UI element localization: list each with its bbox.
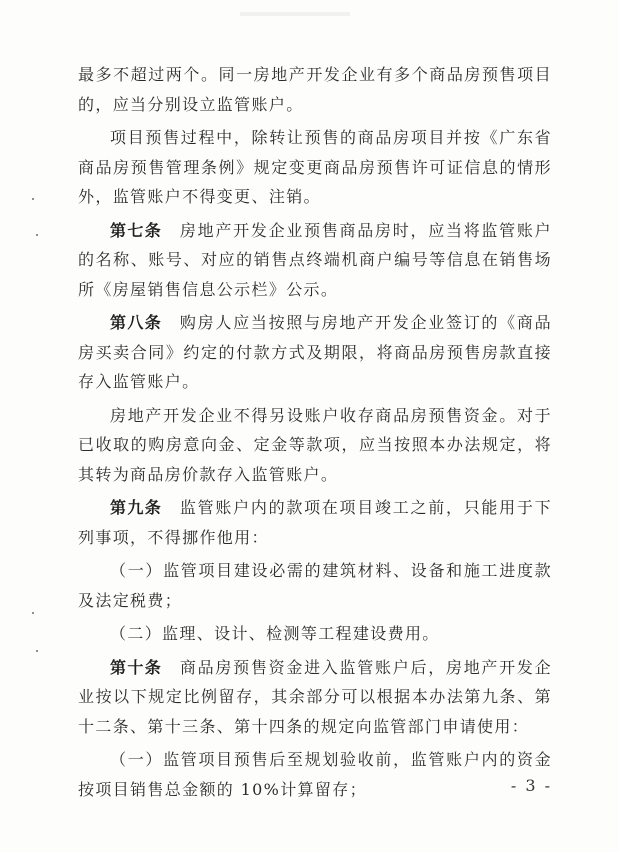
- article-title: 第九条: [110, 498, 163, 517]
- document-body: [78, 60, 552, 808]
- scan-smudge: [240, 12, 350, 16]
- article-title: 第七条: [110, 220, 163, 240]
- paragraph-text: 项目预售过程中，除转让预售的商品房项目并按《广东省商品房预售管理条例》规定变更商品房预售许可证信息的情形外，监管账户不得变更、注销。: [78, 128, 552, 206]
- list-item: [78, 745, 552, 804]
- list-item: [78, 556, 552, 615]
- article-paragraph: [78, 493, 552, 552]
- paragraph-text: （二）监理、设计、检测等工程建设费用。: [110, 624, 440, 643]
- scan-speck: [36, 234, 38, 236]
- article-title: 第十条: [110, 657, 163, 677]
- scan-speck: [32, 198, 34, 200]
- article-paragraph: [78, 308, 552, 397]
- paragraph-text: 房地产开发企业预售商品房时，应当将监管账户的名称、账号、对应的销售点终端机商户编号等信息在销售场所《房屋销售信息公示栏》公示。: [78, 220, 552, 299]
- paragraph-text: 购房人应当按照与房地产开发企业签订的《商品房买卖合同》约定的付款方式及期限，将商品房预售房款直接存入监管账户。: [78, 313, 552, 391]
- scan-speck: [36, 650, 38, 652]
- scan-speck: [32, 612, 34, 614]
- paragraph: [78, 401, 552, 490]
- paragraph: [78, 60, 552, 119]
- list-item: [78, 619, 552, 649]
- article-paragraph: [78, 216, 552, 305]
- paragraph-text: 监管账户内的款项在项目竣工之前，只能用于下列事项，不得挪作他用：: [78, 498, 552, 547]
- paragraph-text: （一）监管项目建设必需的建筑材料、设备和施工进度款及法定税费；: [78, 561, 552, 610]
- article-title: 第八条: [110, 313, 163, 332]
- article-paragraph: [78, 653, 552, 742]
- page-number: - 3 -: [510, 776, 552, 795]
- paragraph-text: 最多不超过两个。同一房地产开发企业有多个商品房预售项目的，应当分别设立监管账户。: [78, 65, 552, 114]
- paragraph-text: 商品房预售资金进入监管账户后，房地产开发企业按以下规定比例留存，其余部分可以根据本办法第九条、第十二条、第十三条、第十四条的规定向监管部门申请使用：: [78, 657, 552, 736]
- paragraph: [78, 123, 552, 212]
- paragraph-text: （一）监管项目预售后至规划验收前，监管账户内的资金按项目销售总金额的 10%计算留存；: [78, 750, 552, 799]
- paragraph-text: 房地产开发企业不得另设账户收存商品房预售资金。对于已收取的购房意向金、定金等款项，应当按照本办法规定，将其转为商品房价款存入监管账户。: [78, 405, 552, 484]
